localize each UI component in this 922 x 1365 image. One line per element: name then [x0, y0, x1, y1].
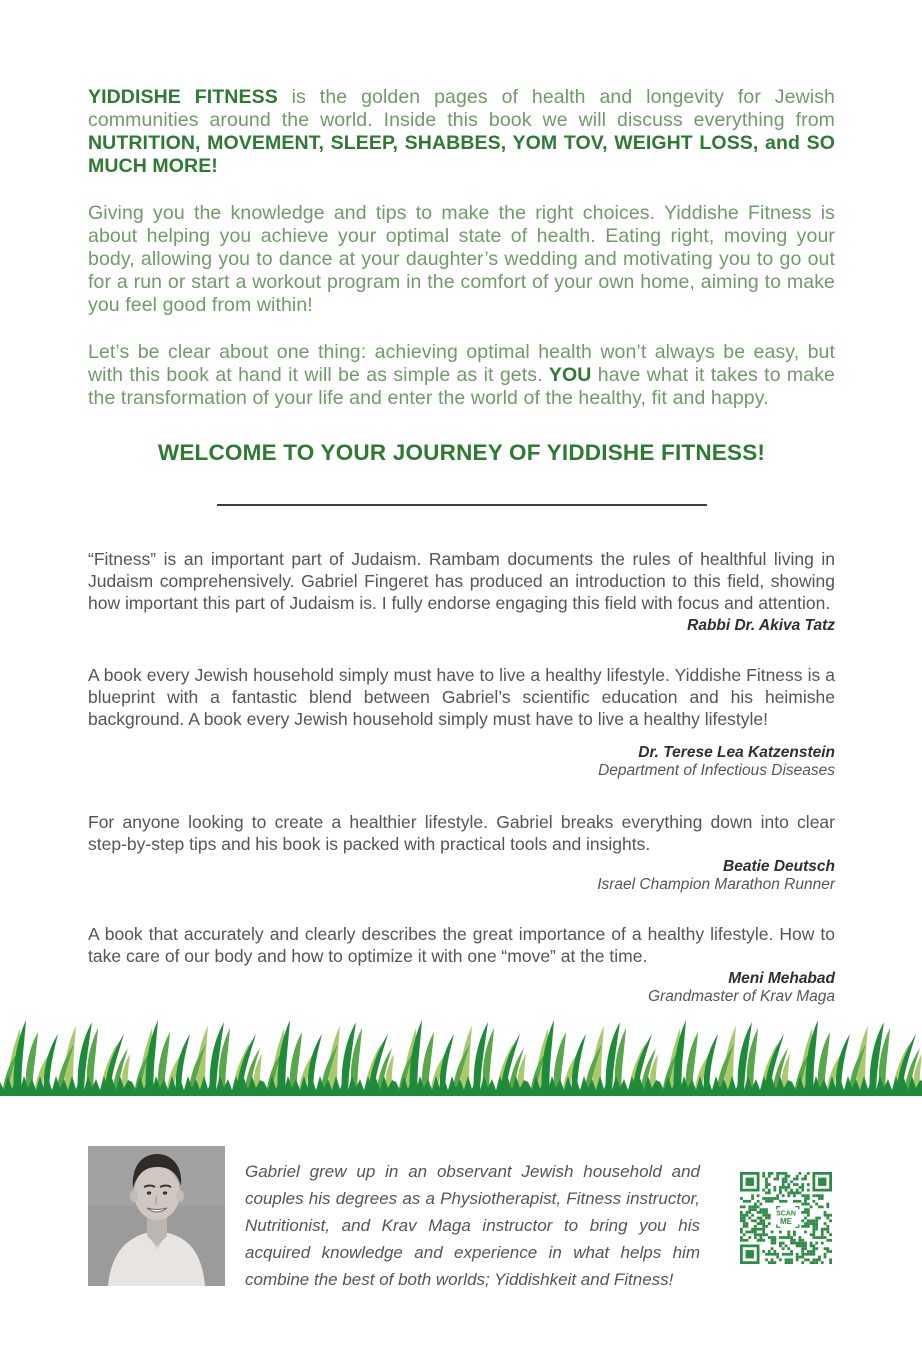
testimonial-beatie-deutsch	[88, 811, 835, 894]
testimonial-author-role: Grandmaster of Krav Maga	[648, 988, 835, 1005]
grass-svg	[0, 1016, 922, 1098]
testimonial-quote: “Fitness” is an important part of Judaism. Rambam documents the rules of healthful living in Judaism comprehensively. Gabriel Fingeret has produced an introduction to this field, showing how important this part of Judaism is. I fully endorse engaging this field with focus and attention.	[88, 549, 835, 613]
intro-section	[88, 0, 835, 410]
testimonial-author-role: Department of Infectious Diseases	[598, 762, 835, 779]
testimonial-akiva-tatz	[88, 548, 835, 635]
intro-title-lead: YIDDISHE FITNESS	[88, 86, 278, 108]
grass-illustration	[0, 1016, 922, 1098]
author-section	[0, 1098, 922, 1293]
intro-you-bold: YOU	[548, 364, 592, 386]
testimonial-author-name: Meni Mehabad	[728, 970, 835, 987]
testimonial-attribution	[88, 744, 835, 780]
author-bio-text: Gabriel grew up in an observant Jewish household and couples his degrees as a Physiotherapist, Fitness instructor, Nutritionist, and Krav Maga instructor to bring you his acquired knowledge and experience in what helps him combine the best of both worlds; Yiddishkeit and Fitness!	[245, 1162, 700, 1289]
intro-paragraph-3-before: Let’s be clear about one thing: achieving optimal health won’t always be easy, but with this book at hand it will be as simple as it gets.	[88, 341, 835, 386]
section-divider	[217, 504, 707, 506]
testimonial-meni-mehabad	[88, 923, 835, 1006]
testimonials-section	[88, 548, 835, 1006]
welcome-headline: WELCOME TO YOUR JOURNEY OF YIDDISHE FITNESS!	[157, 440, 766, 465]
intro-paragraph-1-text: is the golden pages of health and longevity for Jewish communities around the world. Inside this book we will discuss everything from	[88, 86, 835, 131]
intro-paragraph-1	[88, 86, 835, 178]
intro-paragraph-2: Giving you the knowledge and tips to make the right choices. Yiddishe Fitness is about helping you achieve your optimal state of health. Eating right, moving your body, allowing you to dance at your daughter’s wedding and motivating you to go out for a run or start a workout program in the comfort of your own home, aiming to make you feel good from within!	[88, 202, 835, 316]
testimonial-quote: A book that accurately and clearly describes the great importance of a healthy lifestyle. How to take care of our body and how to optimize it with one “move” at the time.	[88, 924, 835, 966]
qr-label-scan: SCAN	[776, 1210, 796, 1218]
testimonial-quote: A book every Jewish household simply must have to live a healthy lifestyle. Yiddishe Fitness is a blueprint with a fantastic blend between Gabriel’s scientific education and his heimishe background. A book every Jewish household simply must have to live a healthy lifestyle!	[88, 665, 835, 729]
testimonial-author-name: Dr. Terese Lea Katzenstein	[638, 744, 835, 761]
intro-paragraph-3	[88, 341, 835, 410]
author-photo	[88, 1146, 225, 1286]
testimonial-katzenstein	[88, 664, 835, 780]
intro-paragraph-3-after: have what it takes to make the transformation of your life and enter the world of the healthy, fit and happy.	[88, 364, 835, 409]
testimonial-attribution	[88, 858, 835, 894]
testimonial-attribution	[88, 617, 835, 635]
qr-code	[740, 1172, 832, 1264]
testimonial-quote: For anyone looking to create a healthier lifestyle. Gabriel breaks everything down into clear step-by-step tips and his book is packed with practical tools and insights.	[88, 812, 835, 854]
testimonial-attribution	[88, 970, 835, 1006]
qr-label-me: ME	[779, 1216, 793, 1226]
author-portrait-illustration	[88, 1146, 225, 1286]
testimonial-author-role: Israel Champion Marathon Runner	[597, 876, 835, 893]
intro-topics-bold: NUTRITION, MOVEMENT, SLEEP, SHABBES, YOM TOV, WEIGHT LOSS, and SO MUCH MORE!	[88, 132, 835, 177]
testimonial-author-name: Beatie Deutsch	[723, 858, 835, 875]
testimonial-author-name: Rabbi Dr. Akiva Tatz	[687, 617, 835, 634]
qr-code-svg	[740, 1172, 832, 1264]
